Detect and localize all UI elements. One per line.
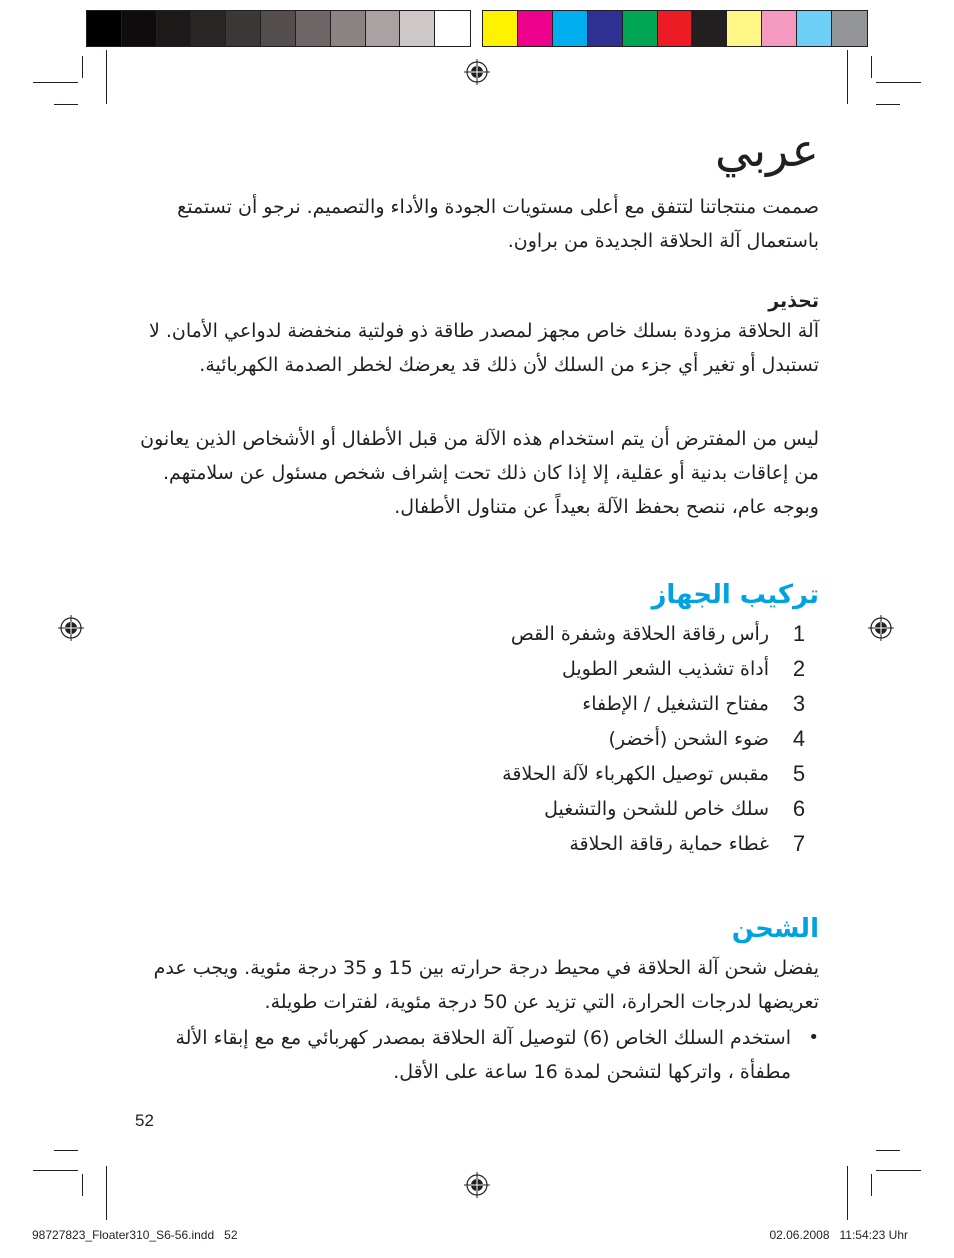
part-label: رأس رقاقة الحلاقة وشفرة القص: [510, 622, 769, 645]
list-item: [129, 756, 819, 791]
part-label: مفتاح التشغيل / الإطفاء: [582, 692, 769, 715]
part-number: 2: [792, 655, 806, 681]
crop-mark-top-right-h: [876, 82, 921, 83]
charging-paragraph: يفضل شحن آلة الحلاقة في محيط درجة حرارته بين 15 و 35 درجة مئوية. ويجب عدم تعريضها لدرجات الحرارة، التي تزيد عن 50 درجة مئوية، لفترات طويلة.: [153, 957, 819, 1013]
part-number: 7: [792, 830, 806, 856]
process-swatch-2: [518, 11, 553, 46]
process-swatch-9: [762, 11, 797, 46]
list-item: [129, 826, 819, 861]
crop-mark-top-right-v2: [871, 56, 872, 78]
gray-swatch-3: [157, 11, 192, 46]
part-label: غطاء حماية رقاقة الحلاقة: [569, 832, 769, 855]
crop-mark-bottom-left-v: [106, 1166, 107, 1220]
part-label: مقبس توصيل الكهرباء لآلة الحلاقة: [502, 762, 769, 785]
gray-swatch-7: [296, 11, 331, 46]
intro-paragraph: صممت منتجاتنا لتتفق مع أعلى مستويات الجودة والأداء والتصميم. نرجو أن تستمتع باستعمال آلة الحلاقة الجديدة من براون.: [177, 196, 819, 252]
crop-mark-bottom-right-h2: [876, 1150, 900, 1151]
part-number: 1: [792, 620, 806, 646]
process-swatch-5: [623, 11, 658, 46]
children-safety-paragraph: ليس من المفترض أن يتم استخدام هذه الآلة من قبل الأطفال أو الأشخاص الذين يعانون من إعاقات بدنية أو عقلية، إلا إذا كان ذلك تحت إشراف شخص مسئول عن سلامتهم. وبوجه عام، ننصح بحفظ الآلة بعيداً عن متناول الأطفال.: [140, 428, 819, 518]
gray-swatch-2: [122, 11, 157, 46]
crop-mark-top-right-h2: [876, 104, 900, 105]
registration-mark-icon: [868, 615, 894, 641]
bullet-icon: •: [808, 1027, 819, 1048]
crop-mark-top-left-v: [106, 50, 107, 104]
gray-swatch-6: [261, 11, 296, 46]
charging-bullet-text: استخدم السلك الخاص (6) لتوصيل آلة الحلاقة بمصدر كهربائي مع مع إبقاء الألة مطفأة ، واتركها لتشحن لمدة 16 ساعة على الأقل.: [175, 1027, 791, 1083]
process-swatch-6: [658, 11, 693, 46]
list-item: [129, 616, 819, 651]
gray-swatch-9: [366, 11, 401, 46]
part-number: 6: [792, 795, 806, 821]
parts-list: [129, 616, 819, 861]
gray-swatch-5: [226, 11, 261, 46]
part-label: أداة تشذيب الشعر الطويل: [561, 657, 769, 680]
warning-heading: تحذير: [768, 290, 819, 312]
gray-swatch-1: [87, 11, 122, 46]
page-number: 52: [135, 1111, 154, 1130]
registration-mark-icon: [464, 1172, 490, 1198]
crop-mark-top-left-h2: [54, 104, 78, 105]
color-calibration-bar: [482, 10, 868, 47]
footer-timestamp: 02.06.2008 11:54:23 Uhr: [769, 1228, 908, 1242]
crop-mark-bottom-left-h2: [54, 1150, 78, 1151]
registration-mark-icon: [464, 59, 490, 85]
list-item: [129, 721, 819, 756]
list-item: [129, 791, 819, 826]
part-number: 4: [792, 725, 806, 751]
footer-file-name: 98727823_Floater310_S6-56.indd 52: [32, 1228, 238, 1242]
list-item: [129, 651, 819, 686]
process-swatch-3: [553, 11, 588, 46]
registration-mark-icon: [58, 615, 84, 641]
gray-swatch-8: [331, 11, 366, 46]
gray-swatch-11: [435, 11, 470, 46]
part-number: 3: [792, 690, 806, 716]
part-label: سلك خاص للشحن والتشغيل: [544, 797, 769, 820]
crop-mark-bottom-right-v: [847, 1166, 848, 1220]
crop-mark-bottom-right-v2: [871, 1174, 872, 1196]
crop-mark-top-left-h: [33, 82, 78, 83]
crop-mark-top-right-v: [847, 50, 848, 104]
process-swatch-7: [692, 11, 727, 46]
part-number: 5: [792, 760, 806, 786]
process-swatch-4: [588, 11, 623, 46]
gray-swatch-4: [191, 11, 226, 46]
process-swatch-1: [483, 11, 518, 46]
crop-mark-bottom-left-v2: [82, 1174, 83, 1196]
assembly-heading: تركيب الجهاز: [651, 580, 819, 610]
page-title: عربي: [715, 123, 819, 177]
gray-swatch-10: [400, 11, 435, 46]
crop-mark-top-left-v2: [82, 56, 83, 78]
process-swatch-10: [797, 11, 832, 46]
list-item: [129, 686, 819, 721]
warning-paragraph: آلة الحلاقة مزودة بسلك خاص مجهز لمصدر طاقة ذو فولتية منخفضة لدواعي الأمان. لا تستبدل أو تغير أي جزء من السلك لأن ذلك قد يعرضك لخطر الصدمة الكهربائية.: [149, 320, 819, 376]
process-swatch-8: [727, 11, 762, 46]
process-swatch-11: [832, 11, 867, 46]
part-label: ضوء الشحن (أخضر): [608, 727, 769, 750]
charging-heading: الشحن: [731, 914, 819, 944]
crop-mark-bottom-left-h: [33, 1170, 78, 1171]
charging-bullet: [129, 1021, 819, 1089]
crop-mark-bottom-right-h: [876, 1170, 921, 1171]
gray-calibration-bar: [86, 10, 471, 47]
